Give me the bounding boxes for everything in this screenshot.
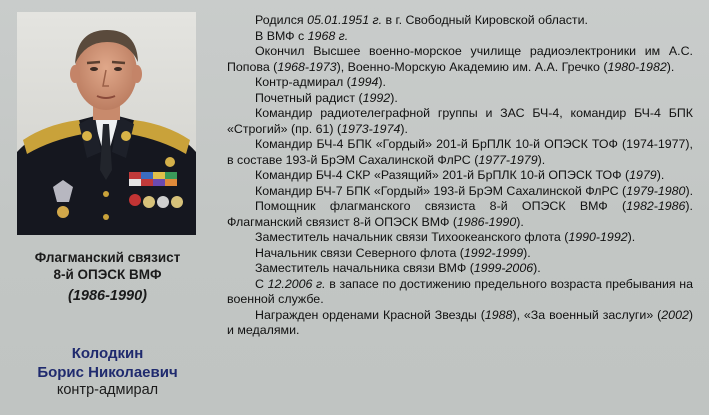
bio-text: ). <box>666 59 675 74</box>
bio-date: 1968 г. <box>307 28 349 43</box>
bio-text: Родился <box>255 13 308 27</box>
bio-paragraph <box>227 277 693 308</box>
bio-text: ). Флагманский связист 8-й ОПЭСК ВМФ ( <box>227 199 693 229</box>
bio-paragraph <box>227 168 693 184</box>
portrait-image <box>17 12 196 235</box>
bio-text: ). <box>685 183 694 198</box>
bio-text: в запасе по достижению предельного возраста пребывания на военной службе. <box>227 276 693 306</box>
bio-paragraph <box>227 246 693 262</box>
biography-text <box>227 13 693 339</box>
bio-text: Почетный радист ( <box>255 90 363 105</box>
bio-date: 1968-1973 <box>277 59 337 74</box>
person-rank: контр-адмирал <box>56 382 159 398</box>
bio-text: В ВМФ с <box>255 28 308 43</box>
bio-paragraph <box>227 308 693 339</box>
bio-text: С <box>255 276 268 291</box>
bio-text: ). <box>516 214 524 229</box>
bio-paragraph <box>227 44 693 75</box>
bio-date: 1988 <box>484 307 513 322</box>
bio-text: Награжден орденами Красной Звезды ( <box>255 307 485 322</box>
bio-text: Командир радиотелеграфной группы и ЗАС БЧ-4, командир БЧ-4 БПК «Строгий» (пр. 61) ( <box>227 106 693 136</box>
caption-years: (1986-1990) <box>68 288 147 304</box>
bio-text: ). <box>523 245 531 260</box>
bio-date: 1979-1980 <box>626 183 686 198</box>
bio-date: 1982-1986 <box>626 199 686 213</box>
bio-text: Командир БЧ-7 БПК «Гордый» 193-й БрЭМ Сахалинской ФлРС ( <box>255 183 627 198</box>
person-surname: Колодкин <box>71 345 144 362</box>
bio-text: Заместитель начальник связи Тихоокеанского флота ( <box>255 230 569 244</box>
bio-text: Контр-адмирал ( <box>255 75 351 89</box>
bio-paragraph <box>227 29 693 45</box>
bio-text: ) и медалями. <box>227 307 693 337</box>
caption-title-line1: Флагманский связист <box>34 250 181 265</box>
bio-paragraph <box>227 13 693 29</box>
person-name <box>0 344 215 382</box>
bio-text: Командир БЧ-4 БПК «Гордый» 201-й БрПЛК 10-й ОПЭСК ТОФ (1974-1977), в составе 193-й БрЭМ Сахалинской ФлРС ( <box>227 137 693 167</box>
bio-text: Начальник связи Северного флота ( <box>255 245 464 260</box>
bio-date: 1977-1979 <box>478 152 538 167</box>
bio-date: 1979 <box>629 168 657 182</box>
caption-title-line2: 8-й ОПЭСК ВМФ <box>53 267 162 282</box>
caption-title <box>0 249 215 283</box>
bio-text: ), «За военный заслуги» ( <box>512 307 662 322</box>
bio-date: 1994 <box>350 75 379 89</box>
bio-date: 2002 <box>661 307 689 322</box>
bio-text: Командир БЧ-4 СКР «Разящий» 201-й БрПЛК 10-й ОПЭСК ТОФ ( <box>255 168 630 182</box>
bio-text: ). <box>533 261 541 275</box>
bio-date: 12.2006 г. <box>267 276 326 291</box>
bio-text: Помощник флагманского связиста 8-й ОПЭСК ВМФ ( <box>255 199 627 213</box>
person-name-patronymic: Борис Николаевич <box>37 364 178 381</box>
bio-date: 1980-1982 <box>607 59 667 74</box>
bio-paragraph <box>227 91 693 107</box>
bio-text: ). <box>390 90 398 105</box>
bio-paragraph <box>227 184 693 200</box>
bio-text: ). <box>400 121 408 136</box>
bio-text: ). <box>627 230 636 244</box>
bio-date: 1992-1999 <box>463 245 524 260</box>
bio-paragraph <box>227 106 693 137</box>
bio-text: ). <box>378 75 386 89</box>
bio-date: 1992 <box>362 90 391 105</box>
bio-date: 1990-1992 <box>568 230 628 244</box>
bio-text: в г. Свободный Кировской области. <box>382 13 588 27</box>
bio-text: ). <box>537 152 546 167</box>
bio-paragraph <box>227 230 693 246</box>
bio-paragraph <box>227 261 693 277</box>
portrait-photo <box>17 12 196 235</box>
bio-paragraph <box>227 75 693 91</box>
bio-paragraph <box>227 137 693 168</box>
bio-date: 1999-2006 <box>473 261 534 275</box>
bio-date: 05.01.1951 г. <box>307 13 383 27</box>
bio-text: Заместитель начальника связи ВМФ ( <box>255 261 474 275</box>
bio-date: 1986-1990 <box>456 214 517 229</box>
bio-text: ). <box>656 168 665 182</box>
bio-text: Окончил Высшее военно-морское училище радиоэлектроники им А.С. Попова ( <box>227 44 693 74</box>
bio-paragraph <box>227 199 693 230</box>
bio-text: ), Военно-Морскую Академию им. А.А. Гречко ( <box>336 59 608 74</box>
bio-date: 1973-1974 <box>341 121 401 136</box>
